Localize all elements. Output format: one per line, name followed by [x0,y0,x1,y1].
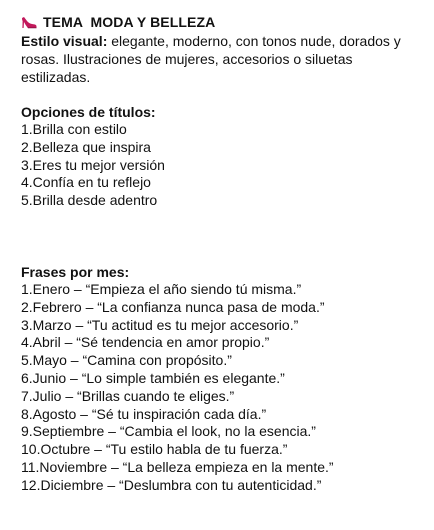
month-phrase: 5.Mayo – “Camina con propósito.” [21,352,232,369]
month-phrase: 7.Julio – “Brillas cuando te eliges.” [21,387,235,404]
month-phrase: 6.Junio – “Lo simple también es elegante.” [21,369,285,386]
style-text: elegante, moderno, con tonos nude, dorados y rosas. Ilustraciones de mujeres, accesorios o siluetas estilizadas. [21,33,401,85]
titles-list [21,121,420,210]
title-option: 1.Brilla con estilo [21,121,127,137]
title-option: 5.Brilla desde adentro [21,192,158,209]
style-label: Estilo visual: [21,33,108,49]
document-title: TEMA MODA Y BELLEZA [43,14,216,30]
phrases-heading: Frases por mes: [21,263,130,280]
titles-heading: Opciones de títulos: [21,104,156,120]
month-phrase: 3.Marzo – “Tu actitud es tu mejor accesorio.” [21,316,299,333]
phrases-list [21,281,420,495]
document-title-line [21,12,420,32]
month-phrase: 9.Septiembre – “Cambia el look, no la esencia.” [21,423,316,440]
spacer [21,210,420,263]
title-option: 4.Confía en tu reflejo [21,174,151,191]
month-phrase: 1.Enero – “Empieza el año siendo tú misma.” [21,280,302,297]
month-phrase: 12.Diciembre – “Deslumbra con tu autenticidad.” [21,476,322,493]
month-phrase: 10.Octubre – “Tu estilo habla de tu fuerza.” [21,441,288,458]
month-phrase: 4.Abril – “Sé tendencia en amor propio.” [21,334,270,351]
month-phrase: 11.Noviembre – “La belleza empieza en la mente.” [21,458,334,475]
spacer [21,86,420,103]
high-heel-shoe-icon [21,15,37,29]
title-option: 2.Belleza que inspira [21,138,151,155]
title-option: 3.Eres tu mejor versión [21,156,165,173]
style-paragraph [21,32,420,86]
month-phrase: 2.Febrero – “La confianza nunca pasa de moda.” [21,298,325,315]
month-phrase: 8.Agosto – “Sé tu inspiración cada día.” [21,405,267,422]
